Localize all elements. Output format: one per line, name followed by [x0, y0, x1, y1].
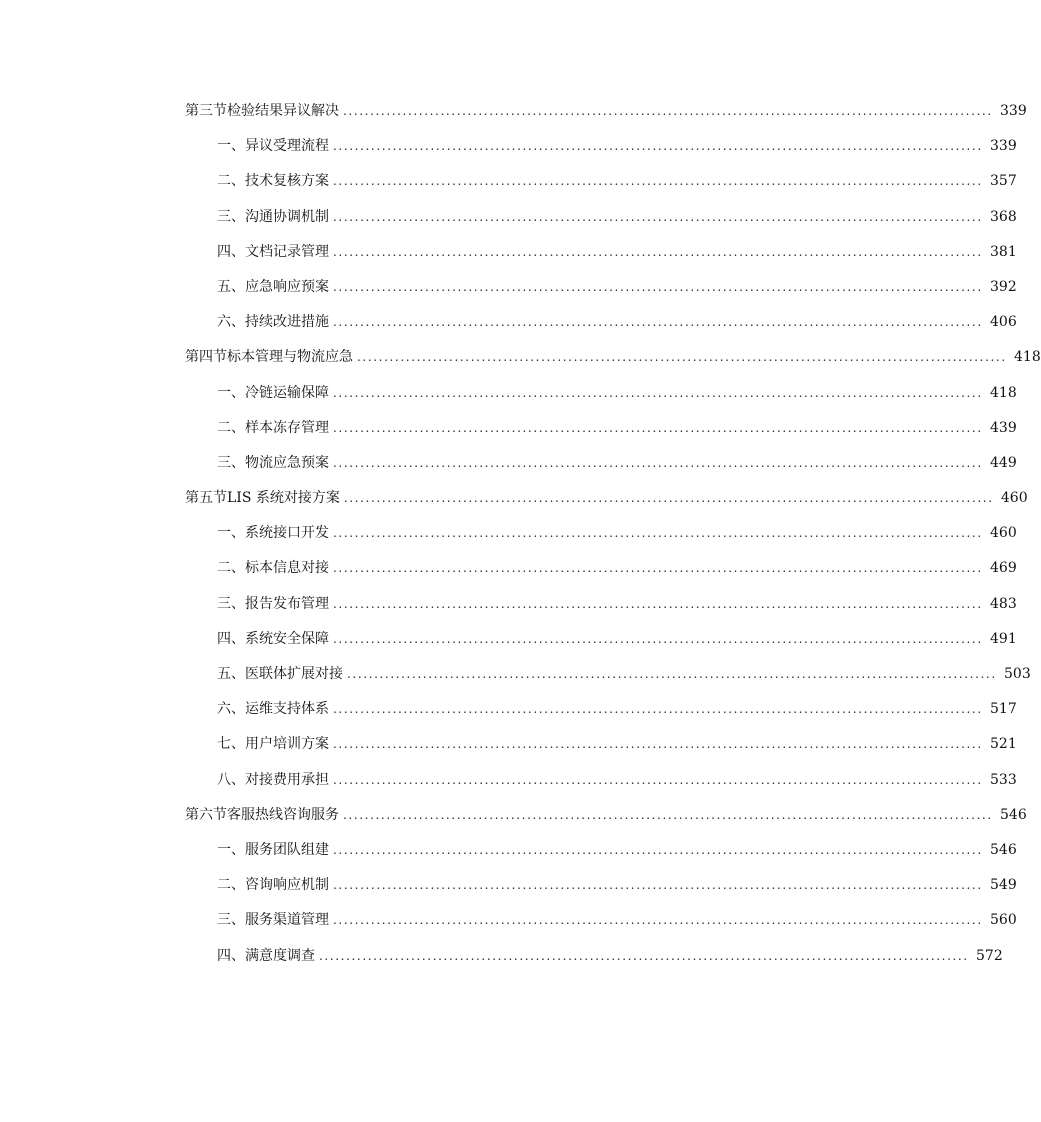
toc-entry-number: 三、	[217, 595, 245, 612]
toc-dot-leader: ........................................................................................................................	[333, 631, 983, 646]
toc-dot-leader: ........................................................................................................................	[333, 526, 983, 541]
toc-page-number: 418	[1014, 349, 1041, 366]
toc-entry-title: 持续改进措施	[245, 314, 329, 331]
toc-entry-number: 一、	[217, 841, 245, 858]
toc-subsection-entry[interactable]	[185, 239, 1017, 274]
toc-subsection-entry[interactable]	[185, 309, 1017, 344]
toc-subsection-entry[interactable]	[185, 943, 1003, 978]
toc-entry-number: 八、	[217, 771, 245, 788]
toc-entry-number: 一、	[217, 138, 245, 155]
toc-entry-number: 一、	[217, 384, 245, 401]
toc-section-entry[interactable]	[185, 98, 1027, 133]
toc-dot-leader: ........................................................................................................................	[333, 139, 983, 154]
toc-subsection-entry[interactable]	[185, 591, 1017, 626]
toc-page-number: 418	[990, 384, 1017, 401]
toc-subsection-entry[interactable]	[185, 380, 1017, 415]
toc-entry-number: 第四节	[185, 349, 227, 366]
table-of-contents	[185, 98, 1041, 978]
toc-page-number: 460	[990, 525, 1017, 542]
toc-entry-title: 文档记录管理	[245, 243, 329, 260]
toc-entry-title: 标本管理与物流应急	[227, 349, 353, 366]
toc-entry-title: 医联体扩展对接	[245, 666, 343, 682]
toc-page-number: 549	[990, 877, 1017, 894]
toc-entry-title: 对接费用承担	[245, 771, 329, 788]
toc-entry-title: 样本冻存管理	[245, 419, 329, 436]
toc-dot-leader: ........................................................................................................................	[357, 350, 1007, 365]
toc-dot-leader: ........................................................................................................................	[333, 209, 983, 224]
toc-page-number: 449	[990, 454, 1017, 471]
toc-entry-number: 第六节	[185, 806, 227, 823]
toc-entry-title: 沟通协调机制	[245, 208, 329, 225]
toc-page-number: 546	[990, 841, 1017, 858]
toc-dot-leader: ........................................................................................................................	[333, 561, 983, 576]
toc-page-number: 560	[990, 912, 1017, 929]
toc-subsection-entry[interactable]	[185, 555, 1017, 590]
toc-section-entry[interactable]	[185, 485, 1028, 520]
toc-page-number: 572	[976, 947, 1003, 964]
toc-entry-number: 一、	[217, 525, 245, 542]
toc-subsection-entry[interactable]	[185, 274, 1017, 309]
toc-entry-number: 六、	[217, 701, 245, 718]
toc-dot-leader: ........................................................................................................................	[333, 244, 983, 259]
toc-page-number: 483	[990, 595, 1017, 612]
toc-entry-title: 服务团队组建	[245, 841, 329, 858]
toc-entry-title: 系统安全保障	[245, 630, 329, 647]
toc-page-number: 491	[990, 630, 1017, 647]
toc-entry-title: 应急响应预案	[245, 278, 329, 295]
toc-subsection-entry[interactable]	[185, 415, 1017, 450]
toc-dot-leader: ........................................................................................................................	[333, 772, 983, 787]
toc-subsection-entry[interactable]	[185, 767, 1017, 802]
toc-dot-leader: ........................................................................................................................	[333, 174, 983, 189]
toc-subsection-entry[interactable]	[185, 450, 1017, 485]
toc-dot-leader: ........................................................................................................................	[333, 455, 983, 470]
toc-page-number: 521	[990, 736, 1017, 753]
toc-dot-leader: ........................................................................................................................	[333, 420, 983, 435]
toc-dot-leader: ........................................................................................................................	[347, 667, 997, 681]
toc-dot-leader: ........................................................................................................................	[333, 737, 983, 752]
toc-entry-number: 二、	[217, 419, 245, 436]
toc-page-number: 533	[990, 771, 1017, 788]
toc-dot-leader: ........................................................................................................................	[333, 913, 983, 928]
toc-entry-number: 二、	[217, 877, 245, 894]
toc-page-number: 339	[990, 138, 1017, 155]
toc-subsection-entry[interactable]	[185, 731, 1017, 766]
toc-entry-title: 咨询响应机制	[245, 877, 329, 894]
toc-page-number: 406	[990, 314, 1017, 331]
toc-section-entry[interactable]	[185, 344, 1041, 379]
toc-subsection-entry[interactable]	[185, 204, 1017, 239]
toc-dot-leader: ........................................................................................................................	[333, 315, 983, 330]
toc-entry-number: 四、	[217, 947, 245, 964]
toc-subsection-entry[interactable]	[185, 696, 1017, 731]
toc-entry-number: 五、	[217, 278, 245, 295]
toc-subsection-entry[interactable]	[185, 661, 1031, 696]
toc-entry-title: 系统接口开发	[245, 525, 329, 542]
toc-entry-title: 技术复核方案	[245, 173, 329, 190]
toc-dot-leader: ........................................................................................................................	[333, 385, 983, 400]
toc-page-number: 469	[990, 560, 1017, 577]
toc-page-number: 392	[990, 278, 1017, 295]
toc-dot-leader: ........................................................................................................................	[333, 279, 983, 294]
toc-entry-title: 服务渠道管理	[245, 912, 329, 929]
toc-entry-number: 三、	[217, 208, 245, 225]
toc-entry-number: 第三节	[185, 103, 227, 119]
toc-entry-number: 四、	[217, 630, 245, 647]
toc-entry-title: 客服热线咨询服务	[227, 806, 339, 823]
toc-entry-number: 二、	[217, 560, 245, 577]
toc-page-number: 368	[990, 208, 1017, 225]
toc-entry-number: 第五节	[185, 490, 227, 507]
toc-dot-leader: ........................................................................................................................	[343, 807, 993, 822]
toc-subsection-entry[interactable]	[185, 520, 1017, 555]
toc-page-number: 357	[990, 173, 1017, 190]
toc-dot-leader: ........................................................................................................................	[333, 878, 983, 893]
toc-entry-number: 五、	[217, 666, 245, 682]
toc-dot-leader: ........................................................................................................................	[343, 104, 993, 118]
toc-entry-number: 六、	[217, 314, 245, 331]
toc-page-number: 546	[1000, 806, 1027, 823]
toc-entry-number: 七、	[217, 736, 245, 753]
toc-entry-title: 标本信息对接	[245, 560, 329, 577]
toc-section-entry[interactable]	[185, 802, 1027, 837]
toc-page-number: 503	[1004, 666, 1031, 682]
toc-dot-leader: ........................................................................................................................	[333, 596, 983, 611]
toc-page-number: 381	[990, 243, 1017, 260]
toc-subsection-entry[interactable]	[185, 837, 1017, 872]
toc-page-number: 339	[1000, 103, 1027, 119]
toc-entry-title: 物流应急预案	[245, 454, 329, 471]
toc-entry-title: 检验结果异议解决	[227, 103, 339, 119]
toc-entry-number: 四、	[217, 243, 245, 260]
toc-entry-title: 异议受理流程	[245, 138, 329, 155]
toc-entry-title: 运维支持体系	[245, 701, 329, 718]
toc-page-number: 517	[990, 701, 1017, 718]
toc-subsection-entry[interactable]	[185, 168, 1017, 203]
toc-subsection-entry[interactable]	[185, 626, 1017, 661]
toc-subsection-entry[interactable]	[185, 907, 1017, 942]
toc-dot-leader: ........................................................................................................................	[333, 842, 983, 857]
toc-entry-number: 三、	[217, 454, 245, 471]
toc-entry-title: 用户培训方案	[245, 736, 329, 753]
toc-page-number: 460	[1000, 490, 1028, 507]
toc-entry-title: 报告发布管理	[245, 595, 329, 612]
toc-entry-number: 二、	[217, 173, 245, 190]
toc-dot-leader: ........................................................................................................................	[319, 948, 969, 963]
toc-entry-title: 满意度调查	[245, 947, 315, 964]
toc-page-number: 439	[990, 419, 1017, 436]
toc-dot-leader: ........................................................................................................................	[333, 702, 983, 717]
toc-entry-title: LIS 系统对接方案	[227, 490, 340, 507]
toc-dot-leader: ........................................................................................................................	[343, 491, 994, 506]
toc-subsection-entry[interactable]	[185, 133, 1017, 168]
toc-subsection-entry[interactable]	[185, 872, 1017, 907]
toc-entry-title: 冷链运输保障	[245, 384, 329, 401]
toc-entry-number: 三、	[217, 912, 245, 929]
